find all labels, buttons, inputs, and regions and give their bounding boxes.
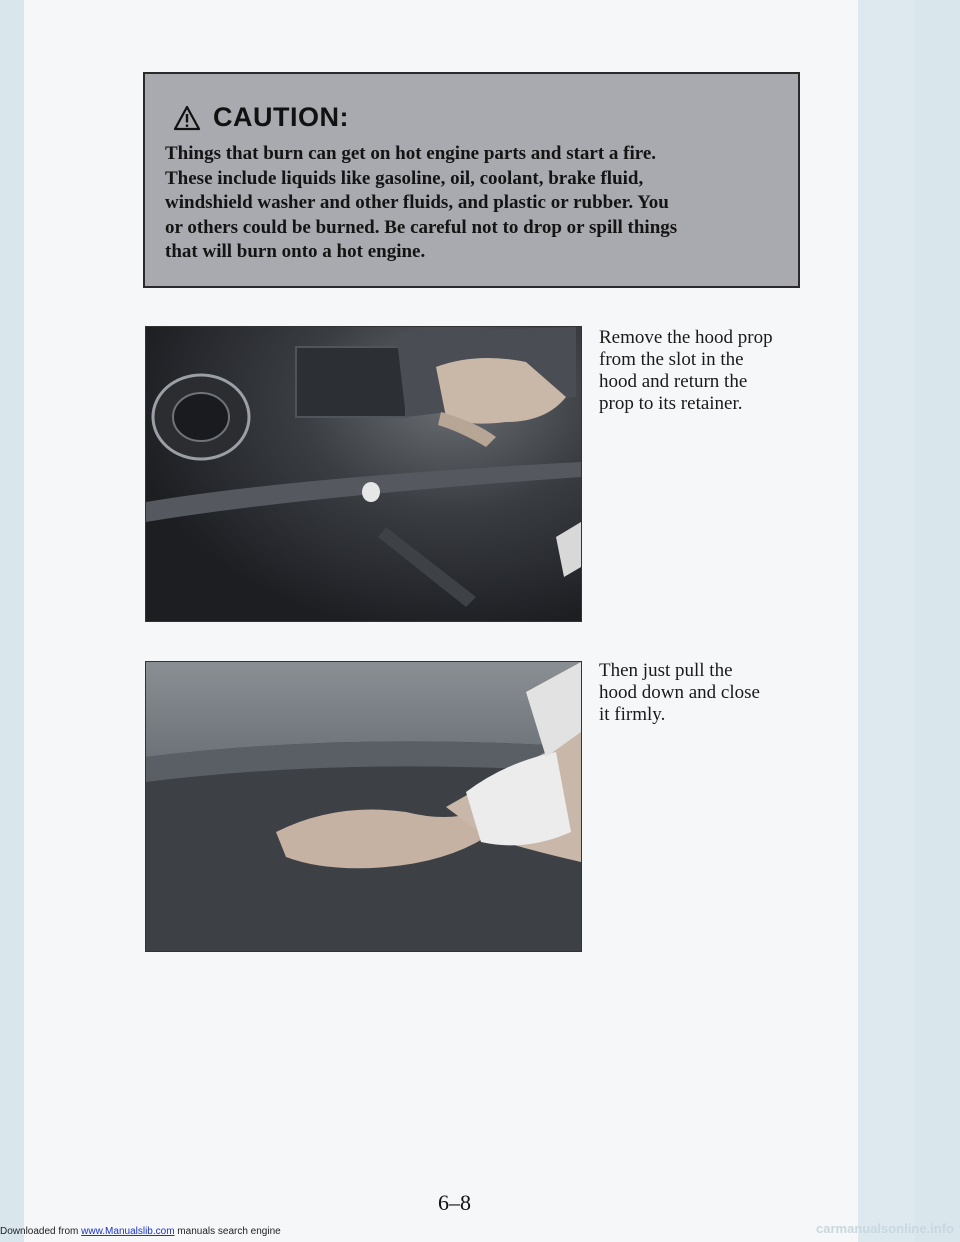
step-remove-prop-text: Remove the hood prop from the slot in the hood and return the prop to its retainer. — [599, 327, 773, 414]
caution-heading — [173, 102, 349, 133]
footer-prefix: Downloaded from — [0, 1226, 82, 1237]
hood-prop-photo — [145, 326, 582, 622]
hood-close-photo — [145, 661, 582, 952]
caution-box — [143, 72, 800, 288]
footer-suffix: manuals search engine — [174, 1226, 281, 1237]
page-number: 6–8 — [438, 1190, 471, 1215]
step-close-hood-text: Then just pull the hood down and close it firmly. — [599, 660, 760, 725]
download-footer — [0, 1226, 281, 1237]
caution-text: Things that burn can get on hot engine parts and start a fire. These include liquids like gasoline, oil, coolant, brake fluid, windshield washer and other fluids, and plastic or rubber. You or others could be burned. Be careful not to drop or spill things that will burn onto a hot engine. — [165, 143, 678, 262]
caution-title: CAUTION: — [213, 102, 349, 132]
manualslib-link[interactable]: www.Manualslib.com — [81, 1226, 175, 1237]
watermark-text: carmanualsonline.info — [816, 1221, 954, 1236]
warning-triangle-icon — [173, 105, 201, 131]
page-edge — [858, 0, 915, 1242]
